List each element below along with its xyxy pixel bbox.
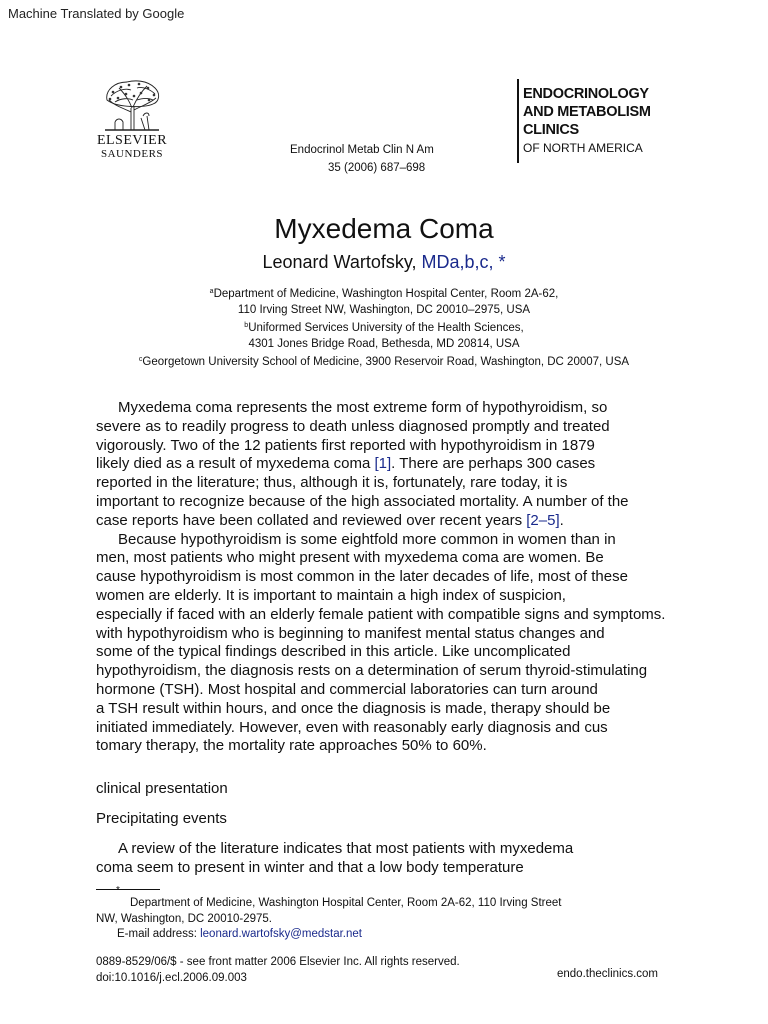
author-line bbox=[0, 252, 768, 273]
body-line: important to recognize because of the high associated mortality. A number of the bbox=[96, 492, 629, 510]
footnote-star: * bbox=[116, 885, 120, 896]
body-line: Myxedema coma represents the most extreme form of hypothyroidism, so bbox=[118, 399, 608, 416]
doi-line: doi:10.1016/j.ecl.2006.09.003 bbox=[96, 971, 247, 984]
body-line: hormone (TSH). Most hospital and commercial laboratories can turn around bbox=[96, 680, 598, 698]
issn-line: 0889-8529/06/$ - see front matter 2006 Elsevier Inc. All rights reserved. bbox=[96, 956, 460, 968]
body-line: cause hypothyroidism is most common in the later decades of life, most of these bbox=[96, 568, 628, 586]
affiliation-line: 110 Irving Street NW, Washington, DC 20010–2975, USA bbox=[237, 303, 531, 316]
body-line: some of the typical findings described in this article. Like uncomplicated bbox=[96, 643, 571, 661]
body-line: especially if faced with an elderly female patient with compatible signs and symptoms. bbox=[96, 605, 666, 623]
author-name: Leonard Wartofsky, bbox=[262, 252, 417, 272]
affiliation-line: 4301 Jones Bridge Road, Bethesda, MD 20814, USA bbox=[248, 337, 520, 350]
body-line: Because hypothyroidism is some eightfold more common in women than in bbox=[118, 530, 616, 548]
tree-icon bbox=[101, 78, 163, 134]
body-text-continued bbox=[96, 840, 573, 878]
publisher-imprint: SAUNDERS bbox=[100, 148, 164, 160]
brand-bar bbox=[517, 79, 519, 163]
citation-link[interactable]: [2–5] bbox=[526, 511, 560, 529]
body-line: severe as to readily progress to death unless diagnosed promptly and treated bbox=[96, 417, 610, 435]
body-line: with hypothyroidism who is beginning to manifest mental status changes and bbox=[96, 624, 605, 642]
body-line: initiated immediately. However, even with reasonably early diagnosis and cus bbox=[96, 718, 608, 736]
footer-legal bbox=[96, 955, 460, 986]
author-degrees[interactable]: MDa,b,c, * bbox=[421, 252, 506, 272]
affiliation-line: $^b$Uniformed Services University of the Health Sciences, bbox=[244, 322, 524, 334]
journal-volume: 35 (2006) 687–698 bbox=[328, 162, 426, 174]
brand-line-4: OF NORTH AMERICA bbox=[523, 141, 643, 155]
body-line: A review of the literature indicates that most patients with myxedema bbox=[118, 840, 574, 857]
body-text bbox=[96, 399, 736, 756]
body-line: vigorously. Two of the 12 patients first reported with hypothyroidism in 1879 bbox=[96, 436, 595, 454]
affiliation-line: $^c$Georgetown University School of Medicine, 3900 Reservoir Road, Washington, DC 20007, USA bbox=[138, 356, 630, 368]
elsevier-logo bbox=[94, 78, 170, 160]
machine-translated-banner: Machine Translated by Google bbox=[8, 6, 185, 21]
site-url: endo.theclinics.com bbox=[557, 968, 658, 980]
footnote-line: NW, Washington, DC 20010-2975. bbox=[96, 912, 272, 925]
body-line: women are elderly. It is important to maintain a high index of suspicion, bbox=[96, 586, 566, 604]
brand-line-1: ENDOCRINOLOGY bbox=[523, 86, 649, 102]
body-line: hypothyroidism, the diagnosis rests on a determination of serum thyroid-stimulating bbox=[96, 662, 648, 680]
body-line: case reports have been collated and reviewed over recent years [2–5]. bbox=[96, 511, 564, 529]
body-line: men, most patients who might present with myxedema coma are women. Be bbox=[96, 549, 604, 567]
body-line: reported in the literature; thus, although it is, fortunately, rare today, it is bbox=[96, 474, 568, 492]
email-link[interactable]: leonard.wartofsky@medstar.net bbox=[200, 928, 362, 940]
article-title: Myxedema Coma bbox=[274, 213, 494, 244]
affiliation-line: $^a$Department of Medicine, Washington Hospital Center, Room 2A-62, bbox=[209, 288, 559, 300]
subsection-heading: Precipitating events bbox=[96, 810, 227, 827]
section-heading: clinical presentation bbox=[96, 780, 228, 797]
footnote-rule bbox=[96, 889, 160, 890]
body-line: coma seem to present in winter and that a low body temperature bbox=[96, 858, 524, 876]
body-line: a TSH result within hours, and once the diagnosis is made, therapy should be bbox=[96, 699, 611, 717]
footnote-line: Department of Medicine, Washington Hospital Center, Room 2A-62, 110 Irving Street bbox=[130, 897, 562, 909]
brand-line-2: AND METABOLISM bbox=[523, 104, 651, 120]
body-line: tomary therapy, the mortality rate approaches 50% to 60%. bbox=[96, 737, 487, 755]
body-line: likely died as a result of myxedema coma [1]. There are perhaps 300 cases bbox=[96, 455, 596, 473]
footnote bbox=[96, 896, 561, 943]
affiliations bbox=[0, 284, 768, 371]
brand-line-3: CLINICS bbox=[523, 122, 579, 138]
journal-abbrev: Endocrinol Metab Clin N Am bbox=[290, 144, 434, 156]
publisher-name: ELSEVIER bbox=[96, 133, 168, 148]
journal-citation bbox=[290, 141, 434, 177]
footnote-email: E-mail address: leonard.wartofsky@medstar.net bbox=[117, 928, 362, 940]
citation-link[interactable]: [1] bbox=[374, 455, 392, 473]
